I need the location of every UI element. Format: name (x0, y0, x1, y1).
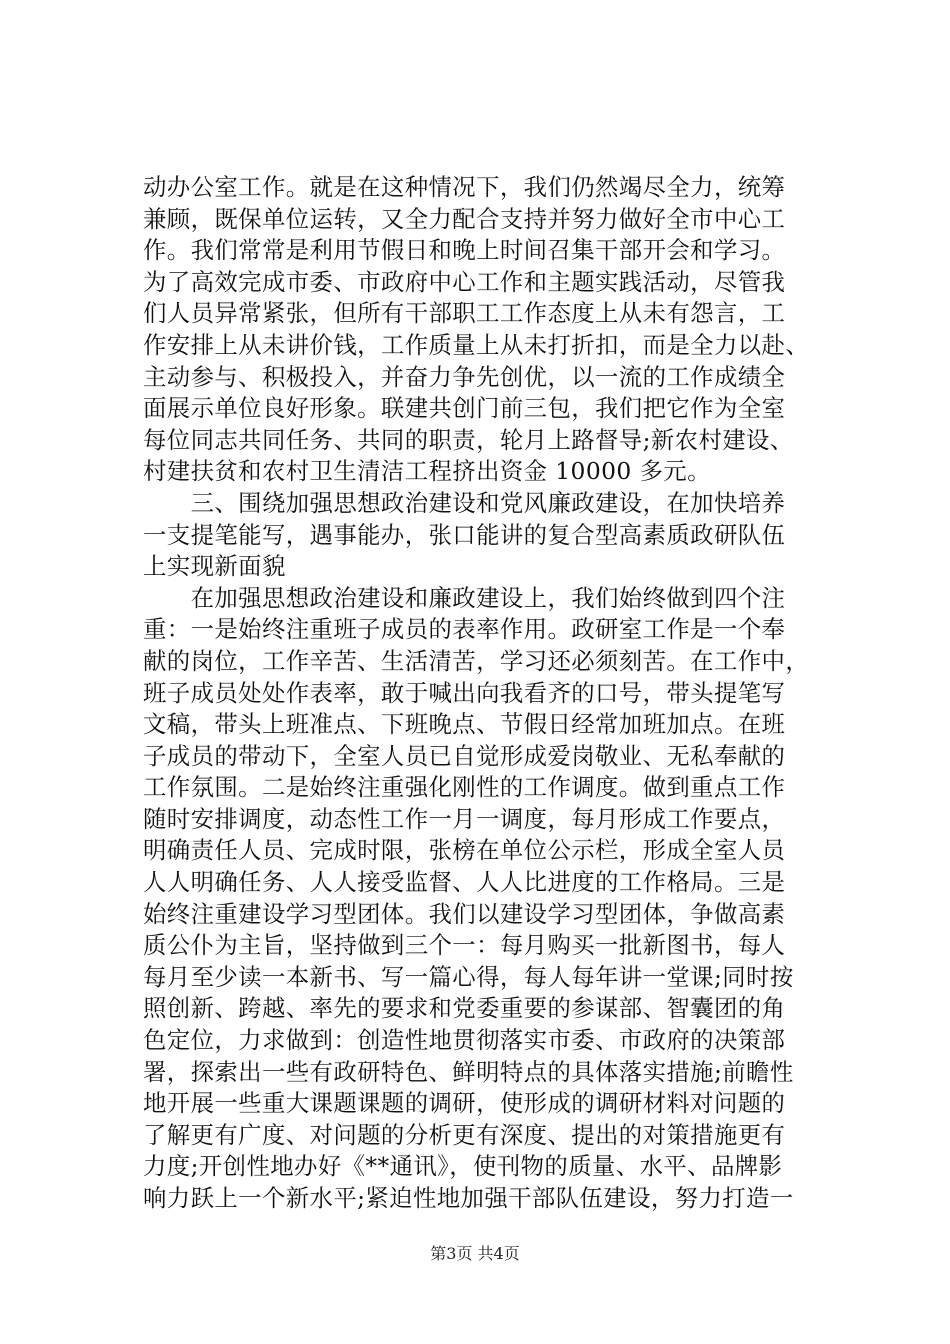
text-line: 始终注重建设学习型团体。我们以建设学习型团体，争做高素 (143, 899, 786, 928)
text-line: 每位同志共同任务、共同的职责，轮月上路督导;新农村建设、 (143, 425, 794, 454)
text-line: 力度;开创性地办好《**通讯》，使刊物的质量、水平、品牌影 (143, 1152, 783, 1181)
text-line: 主动参与、积极投入，并奋力争先创优，以一流的工作成绩全 (143, 362, 786, 391)
text-line: 明确责任人员、完成时限，张榜在单位公示栏，形成全室人员 (143, 836, 786, 865)
text-line: 子成员的带动下，全室人员已自觉形成爱岗敬业、无私奉献的 (143, 741, 786, 770)
text-line: 重：一是始终注重班子成员的表率作用。政研室工作是一个奉 (143, 615, 786, 644)
text-line: 照创新、跨越、率先的要求和党委重要的参谋部、智囊团的角 (143, 994, 786, 1023)
text-line: 们人员异常紧张，但所有干部职工工作态度上从未有怨言，工 (143, 299, 786, 328)
text-line: 作安排上从未讲价钱，工作质量上从未打折扣，而是全力以赴、 (143, 330, 810, 359)
text-line: 随时安排调度，动态性工作一月一调度，每月形成工作要点， (143, 804, 786, 833)
text-line: 动办公室工作。就是在这种情况下，我们仍然竭尽全力，统筹 (143, 173, 786, 201)
section-heading-line: 一支提笔能写，遇事能办，张口能讲的复合型高素质政研队伍 (143, 520, 786, 549)
text-line: 色定位，力求做到：创造性地贯彻落实市委、市政府的决策部 (143, 1026, 786, 1055)
text-line: 在加强思想政治建设和廉政建设上，我们始终做到四个注 (143, 583, 786, 612)
text-line: 村建扶贫和农村卫生清洁工程挤出资金 10000 多元。 (143, 457, 711, 486)
text-line: 兼顾，既保单位运转，又全力配合支持并努力做好全市中心工 (143, 204, 786, 233)
text-line: 人人明确任务、人人接受监督、人人比进度的工作格局。三是 (143, 868, 786, 897)
text-line: 面展示单位良好形象。联建共创门前三包，我们把它作为全室 (143, 394, 786, 423)
page-number-footer: 第3页 共4页 (430, 1244, 520, 1263)
section-heading-line: 上实现新面貌 (143, 552, 286, 581)
text-line: 响力跃上一个新水平;紧迫性地加强干部队伍建设，努力打造一 (143, 1184, 794, 1212)
text-line: 署，探索出一些有政研特色、鲜明特点的具体落实措施;前瞻性 (143, 1057, 794, 1086)
text-line: 作。我们常常是利用节假日和晚上时间召集干部开会和学习。 (143, 236, 786, 265)
text-line: 质公仆为主旨，坚持做到三个一：每月购买一批新图书，每人 (143, 931, 786, 960)
text-line: 地开展一些重大课题课题的调研，使形成的调研材料对问题的 (143, 1089, 786, 1118)
text-line: 为了高效完成市委、市政府中心工作和主题实践活动，尽管我 (143, 267, 786, 296)
body-text (143, 172, 827, 1215)
text-line: 了解更有广度、对问题的分析更有深度、提出的对策措施更有 (143, 1120, 786, 1149)
text-line: 班子成员处处作表率，敢于喊出向我看齐的口号，带头提笔写 (143, 678, 786, 707)
text-line: 献的岗位，工作辛苦、生活清苦，学习还必须刻苦。在工作中， (143, 646, 810, 675)
text-line: 每月至少读一本新书、写一篇心得，每人每年讲一堂课;同时按 (143, 962, 794, 991)
section-heading-line: 三、围绕加强思想政治建设和党风廉政建设，在加快培养 (143, 488, 786, 517)
text-line: 工作氛围。二是始终注重强化刚性的工作调度。做到重点工作 (143, 773, 786, 802)
text-line: 文稿，带头上班准点、下班晚点、节假日经常加班加点。在班 (143, 710, 786, 739)
